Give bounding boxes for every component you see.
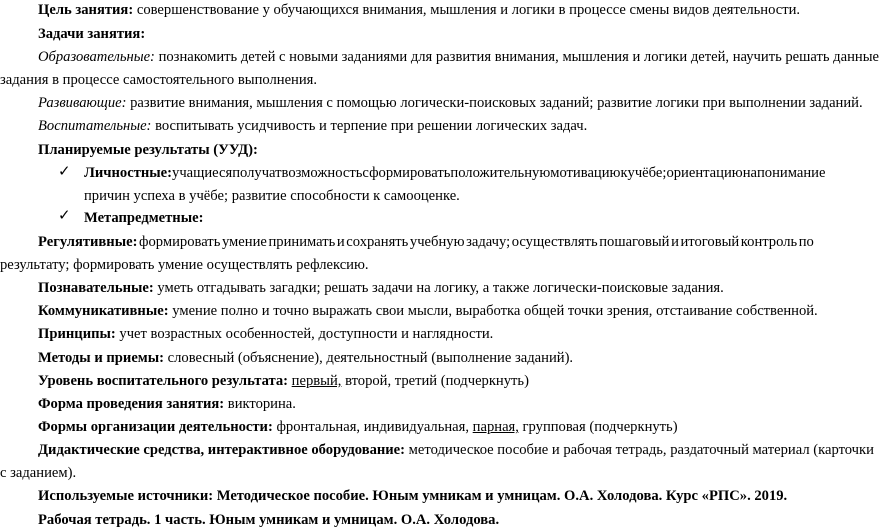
- developing-label: Развивающие:: [38, 95, 127, 111]
- personal-word: положительную: [450, 165, 551, 181]
- principles-line: [38, 327, 493, 342]
- developing-line: [38, 96, 863, 111]
- upbringing-line: [38, 119, 587, 134]
- educational-text-2: задания в процессе самостоятельного выполнения.: [0, 72, 318, 88]
- cognitive-label: Познавательные:: [38, 280, 154, 296]
- personal-text-2: причин успеха в учёбе; развитие способности к самооценке.: [84, 188, 460, 204]
- goal-line: [38, 3, 800, 18]
- developing-text: развитие внимания, мышления с помощью логически-поисковых заданий; развитие логики при выполнении заданий.: [126, 95, 863, 111]
- results-heading: Планируемые результаты (УУД):: [38, 142, 258, 158]
- organization-before: фронтальная, индивидуальная,: [272, 419, 473, 435]
- regulative-word: умение: [221, 234, 267, 250]
- personal-label: Личностные:: [84, 165, 173, 181]
- regulative-text-2: результату; формировать умение осуществлять рефлексию.: [0, 257, 369, 273]
- level-rest: второй, третий (подчеркнуть): [341, 373, 529, 389]
- organization-label: Формы организации деятельности:: [38, 419, 273, 435]
- methods-text: словесный (объяснение), деятельностный (выполнение заданий).: [164, 350, 574, 366]
- regulative-word: осуществлять: [511, 234, 598, 250]
- level-selected: первый,: [291, 373, 342, 389]
- workbook-line: Рабочая тетрадь. 1 часть. Юным умникам и умницам. О.А. Холодова.: [38, 512, 500, 528]
- regulative-word: сохранять: [346, 234, 409, 250]
- upbringing-label: Воспитательные:: [38, 118, 152, 134]
- check-icon: ✓: [58, 162, 71, 180]
- personal-word: к: [620, 165, 628, 181]
- regulative-word: задачу;: [466, 234, 511, 250]
- personal-word: мотивацию: [550, 165, 621, 181]
- form-text: викторина.: [224, 396, 296, 412]
- principles-label: Принципы:: [38, 326, 116, 342]
- communicative-text: умение полно и точно выражать свои мысли, выработка общей точки зрения, отстаивание собственной.: [168, 303, 818, 319]
- communicative-label: Коммуникативные:: [38, 303, 169, 319]
- educational-text-1: познакомить детей с новыми заданиями для развития внимания, мышления и логики детей, научить решать данные: [154, 49, 879, 65]
- organization-line: [38, 420, 678, 435]
- personal-word: учёбе;: [627, 165, 667, 181]
- personal-word: получат: [232, 165, 282, 181]
- metasubject-label: Метапредметные:: [84, 210, 204, 226]
- principles-text: учет возрастных особенностей, доступности и наглядности.: [115, 326, 494, 342]
- regulative-word: учебную: [409, 234, 465, 250]
- regulative-word: итоговый: [680, 234, 740, 250]
- sources-line: Используемые источники: Методическое пособие. Юным умникам и умницам. О.А. Холодова. Курс «РПС». 2019.: [38, 488, 788, 504]
- regulative-line: [38, 235, 814, 250]
- personal-word: на: [742, 165, 757, 181]
- didactic-text-2: с заданием).: [0, 465, 77, 481]
- regulative-word: и: [671, 234, 679, 250]
- communicative-line: [38, 304, 818, 319]
- regulative-word: принимать: [268, 234, 336, 250]
- personal-word: ориентацию: [666, 165, 743, 181]
- didactic-line: [38, 443, 874, 458]
- organization-after: групповая (подчеркнуть): [518, 419, 678, 435]
- upbringing-text: воспитывать усидчивость и терпение при решении логических задач.: [151, 118, 588, 134]
- goal-label: Цель занятия:: [38, 2, 134, 18]
- personal-word: сформировать: [362, 165, 451, 181]
- educational-line: [38, 50, 879, 65]
- form-line: [38, 397, 296, 412]
- level-line: [38, 374, 529, 389]
- goal-text: совершенствование у обучающихся внимания, мышления и логики в процессе смены видов деятельности.: [133, 2, 801, 18]
- regulative-word: пошаговый: [599, 234, 670, 250]
- didactic-label: Дидактические средства, интерактивное оборудование:: [38, 442, 406, 458]
- cognitive-line: [38, 281, 724, 296]
- cognitive-text: уметь отгадывать загадки; решать задачи на логику, а также логически-поисковые задания.: [153, 280, 724, 296]
- methods-label: Методы и приемы:: [38, 350, 164, 366]
- personal-word: учащиеся: [172, 165, 233, 181]
- educational-label: Образовательные:: [38, 49, 155, 65]
- tasks-heading: Задачи занятия:: [38, 26, 146, 42]
- regulative-word: по: [798, 234, 814, 250]
- check-icon: ✓: [58, 206, 71, 224]
- regulative-label: Регулятивные:: [38, 234, 138, 250]
- regulative-word: и: [336, 234, 345, 250]
- methods-line: [38, 351, 573, 366]
- organization-selected: парная,: [472, 419, 519, 435]
- regulative-word: формировать: [139, 234, 221, 250]
- form-label: Форма проведения занятия:: [38, 396, 225, 412]
- personal-word: понимание: [756, 165, 826, 181]
- regulative-word: контроль: [740, 234, 798, 250]
- personal-word: возможность: [281, 165, 363, 181]
- personal-line: [84, 165, 826, 181]
- didactic-text-1: методическое пособие и рабочая тетрадь, раздаточный материал (карточки: [405, 442, 874, 458]
- level-label: Уровень воспитательного результата:: [38, 373, 289, 389]
